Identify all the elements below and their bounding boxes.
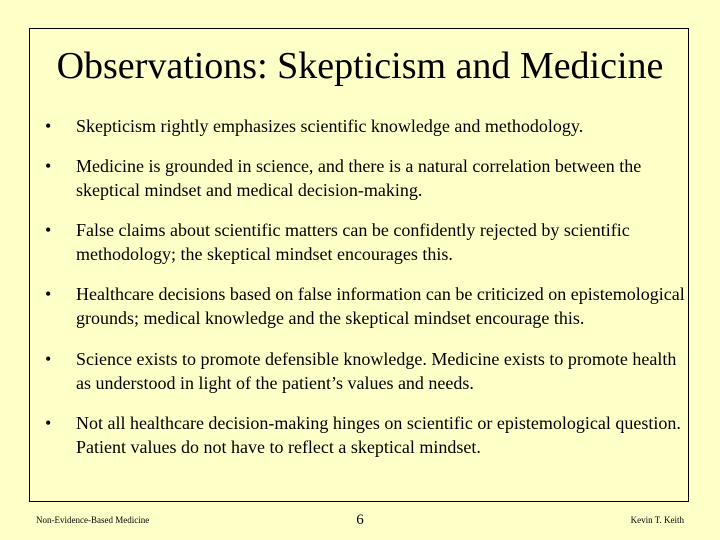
- bullet-dot: •: [45, 116, 52, 136]
- bullet-item: [45, 218, 685, 266]
- bullet-item: [45, 411, 685, 459]
- bullet-item: [45, 114, 685, 138]
- bullet-text: False claims about scientific matters can be confidently rejected by scientific methodology; the skeptical mindset encourages this.: [76, 220, 630, 264]
- footer-author: Kevin T. Keith: [630, 515, 684, 525]
- bullet-dot: •: [45, 156, 52, 176]
- bullet-dot: •: [45, 413, 52, 433]
- bullet-list: [45, 114, 685, 459]
- bullet-item: [45, 154, 685, 202]
- footer-page-number: 6: [356, 512, 364, 528]
- bullet-dot: •: [45, 349, 52, 369]
- bullet-item: [45, 282, 685, 330]
- bullet-text: Not all healthcare decision-making hinges on scientific or epistemological question. Patient values do not have to reflect a skeptical mindset.: [76, 413, 681, 457]
- bullet-item: [45, 347, 685, 395]
- bullet-text: Skepticism rightly emphasizes scientific knowledge and methodology.: [76, 116, 584, 136]
- bullet-dot: •: [45, 284, 52, 304]
- bullet-dot: •: [45, 220, 52, 240]
- slide-title: Observations: Skepticism and Medicine: [56, 45, 664, 87]
- bullet-text: Healthcare decisions based on false information can be criticized on epistemological grounds; medical knowledge and the skeptical mindset encourage this.: [76, 284, 685, 328]
- footer-course-title: Non-Evidence-Based Medicine: [36, 515, 150, 525]
- bullet-text: Science exists to promote defensible knowledge. Medicine exists to promote health as understood in light of the patient’s values and needs.: [76, 349, 677, 393]
- bullet-text: Medicine is grounded in science, and there is a natural correlation between the skeptical mindset and medical decision-making.: [76, 156, 642, 200]
